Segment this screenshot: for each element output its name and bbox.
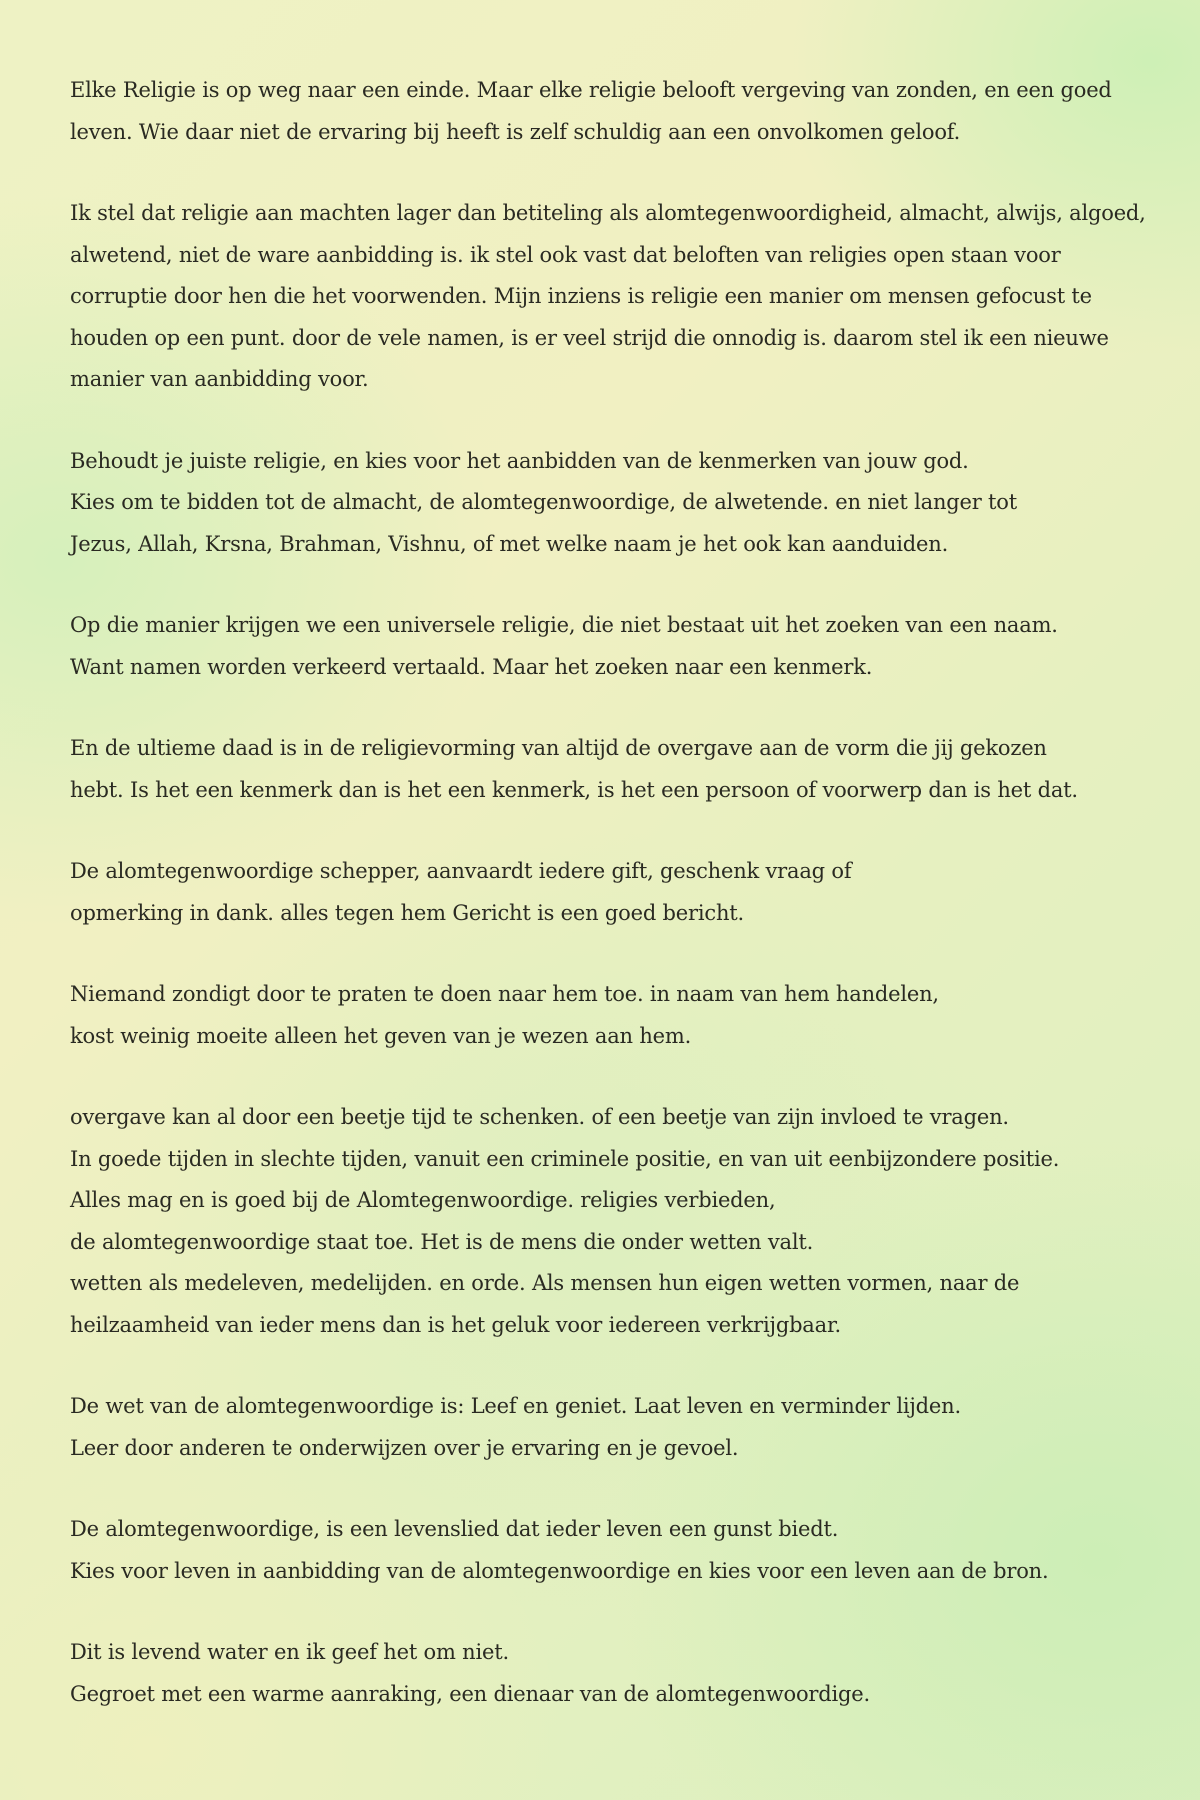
text-line: Kies om te bidden tot de almacht, de alomtegenwoordige, de alwetende. en niet langer tot	[70, 490, 1017, 514]
text-line: de alomtegenwoordige staat toe. Het is de mens die onder wetten valt.	[70, 1229, 814, 1254]
document-body	[70, 70, 1160, 1755]
text-line: De wet van de alomtegenwoordige is: Leef en geniet. Laat leven en verminder lijden.	[70, 1394, 961, 1418]
text-line: kost weinig moeite alleen het geven van je wezen aan hem.	[70, 1023, 692, 1048]
text-line: De alomtegenwoordige schepper, aanvaardt iedere gift, geschenk vraag of	[70, 859, 852, 883]
text-line: Elke Religie is op weg naar een einde. Maar elke religie belooft vergeving van zonden, en een goed	[70, 78, 1112, 102]
text-line: houden op een punt. door de vele namen, is er veel strijd die onnodig is. daarom stel ik een nieuwe	[70, 325, 1109, 350]
paragraph	[70, 1509, 1160, 1592]
text-line: alwetend, niet de ware aanbidding is. ik stel ook vast dat beloften van religies open staan voor	[70, 242, 1061, 267]
text-line: overgave kan al door een beetje tijd te schenken. of een beetje van zijn invloed te vragen.	[70, 1105, 1009, 1129]
paragraph	[70, 1097, 1160, 1346]
paragraph	[70, 193, 1160, 401]
text-line: Alles mag en is goed bij de Alomtegenwoordige. religies verbieden,	[70, 1188, 776, 1212]
text-line: heilzaamheid van ieder mens dan is het geluk voor iedereen verkrijgbaar.	[70, 1312, 841, 1337]
text-line: De alomtegenwoordige, is een levenslied dat ieder leven een gunst biedt.	[70, 1517, 839, 1541]
text-line: Gegroet met een warme aanraking, een dienaar van de alomtegenwoordige.	[70, 1681, 870, 1706]
text-line: Leer door anderen te onderwijzen over je ervaring en je gevoel.	[70, 1435, 739, 1460]
paragraph	[70, 851, 1160, 934]
paragraph	[70, 1386, 1160, 1469]
text-line: manier van aanbidding voor.	[70, 367, 369, 391]
paragraph	[70, 728, 1160, 811]
text-line: In goede tijden in slechte tijden, vanuit een criminele positie, en van uit eenbijzondere positie.	[70, 1146, 1060, 1171]
paragraph	[70, 974, 1160, 1057]
text-line: Ik stel dat religie aan machten lager dan betiteling als alomtegenwoordigheid, almacht, alwijs, algoed,	[70, 201, 1146, 225]
paragraph	[70, 441, 1160, 566]
text-line: Niemand zondigt door te praten te doen naar hem toe. in naam van hem handelen,	[70, 982, 939, 1006]
text-line: opmerking in dank. alles tegen hem Gericht is een goed bericht.	[70, 900, 744, 925]
text-line: Op die manier krijgen we een universele religie, die niet bestaat uit het zoeken van een naam.	[70, 613, 1058, 637]
text-line: Jezus, Allah, Krsna, Brahman, Vishnu, of met welke naam je het ook kan aanduiden.	[70, 531, 949, 556]
text-line: hebt. Is het een kenmerk dan is het een kenmerk, is het een persoon of voorwerp dan is het dat.	[70, 777, 1078, 802]
paragraph	[70, 70, 1160, 153]
text-line: wetten als medeleven, medelijden. en orde. Als mensen hun eigen wetten vormen, naar de	[70, 1271, 1020, 1295]
text-line: Dit is levend water en ik geef het om niet.	[70, 1640, 509, 1664]
text-line: En de ultieme daad is in de religievorming van altijd de overgave aan de vorm die jij gekozen	[70, 736, 1047, 760]
paragraph	[70, 605, 1160, 688]
text-line: leven. Wie daar niet de ervaring bij heeft is zelf schuldig aan een onvolkomen geloof.	[70, 119, 961, 144]
text-line: corruptie door hen die het voorwenden. Mijn inziens is religie een manier om mensen gefocust te	[70, 284, 1092, 308]
text-line: Kies voor leven in aanbidding van de alomtegenwoordige en kies voor een leven aan de bron.	[70, 1558, 1049, 1583]
paragraph	[70, 1632, 1160, 1715]
text-line: Behoudt je juiste religie, en kies voor het aanbidden van de kenmerken van jouw god.	[70, 448, 969, 473]
text-line: Want namen worden verkeerd vertaald. Maar het zoeken naar een kenmerk.	[70, 654, 873, 679]
